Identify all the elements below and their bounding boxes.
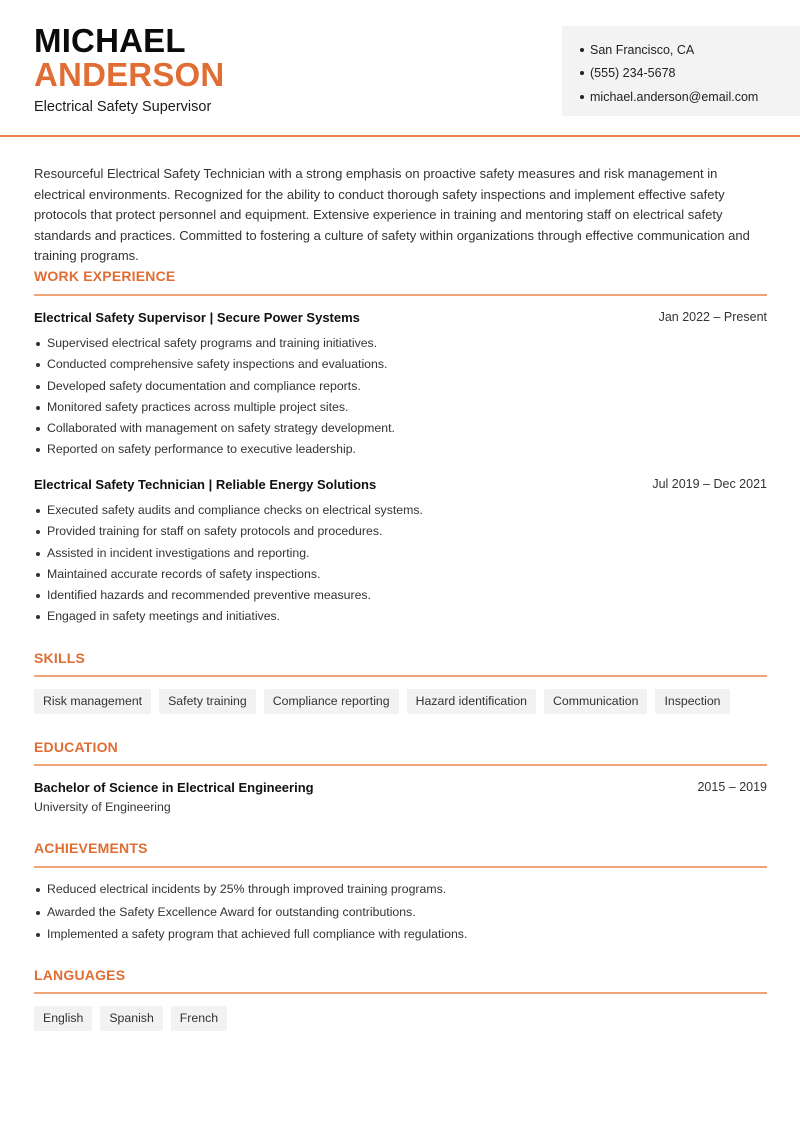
- contact-location-text: San Francisco, CA: [590, 42, 695, 57]
- section-divider: [34, 992, 767, 994]
- job-header: [34, 310, 767, 325]
- job-header: [34, 477, 767, 492]
- list-item: Reported on safety performance to executive leadership.: [34, 441, 767, 462]
- skills-tags: [34, 689, 730, 714]
- last-name: ANDERSON: [34, 56, 225, 93]
- achievements-heading: ACHIEVEMENTS: [34, 840, 148, 856]
- job-role: Electrical Safety Technician | Reliable Energy Solutions: [34, 477, 377, 492]
- list-item: Awarded the Safety Excellence Award for outstanding contributions.: [34, 904, 767, 927]
- skill-tag: Communication: [544, 689, 647, 714]
- achievement-bullets: [34, 881, 767, 949]
- language-tag: English: [34, 1006, 92, 1031]
- list-item: Identified hazards and recommended preventive measures.: [34, 587, 767, 608]
- section-divider: [34, 675, 767, 677]
- contact-box: [562, 26, 800, 116]
- bullet-icon: [580, 48, 584, 52]
- list-item: Implemented a safety program that achieved full compliance with regulations.: [34, 926, 767, 949]
- contact-email: [580, 85, 800, 109]
- language-tag: French: [171, 1006, 227, 1031]
- language-tag: Spanish: [100, 1006, 162, 1031]
- section-divider: [34, 764, 767, 766]
- list-item: Maintained accurate records of safety inspections.: [34, 566, 767, 587]
- list-item: Developed safety documentation and compliance reports.: [34, 378, 767, 399]
- list-item: Assisted in incident investigations and reporting.: [34, 545, 767, 566]
- languages-heading: LANGUAGES: [34, 967, 126, 983]
- education-header: [34, 780, 767, 795]
- education-dates: 2015 – 2019: [697, 780, 767, 794]
- job-role: Electrical Safety Supervisor | Secure Power Systems: [34, 310, 360, 325]
- skill-tag: Inspection: [655, 689, 729, 714]
- list-item: Supervised electrical safety programs and training initiatives.: [34, 335, 767, 356]
- job-dates: Jul 2019 – Dec 2021: [652, 477, 767, 491]
- degree: Bachelor of Science in Electrical Engineering: [34, 780, 314, 795]
- education-heading: EDUCATION: [34, 739, 118, 755]
- resume-header: [0, 0, 800, 137]
- first-name: MICHAEL: [34, 22, 186, 59]
- language-tags: [34, 1006, 227, 1031]
- contact-phone-text: (555) 234-5678: [590, 66, 676, 81]
- job-bullets: [34, 502, 767, 630]
- skill-tag: Risk management: [34, 689, 151, 714]
- list-item: Conducted comprehensive safety inspections and evaluations.: [34, 356, 767, 377]
- list-item: Engaged in safety meetings and initiatives.: [34, 608, 767, 629]
- job-title: Electrical Safety Supervisor: [34, 99, 212, 115]
- job-dates: Jan 2022 – Present: [658, 310, 767, 324]
- list-item: Collaborated with management on safety strategy development.: [34, 420, 767, 441]
- list-item: Reduced electrical incidents by 25% through improved training programs.: [34, 881, 767, 904]
- skills-heading: SKILLS: [34, 650, 85, 666]
- summary: Resourceful Electrical Safety Technician with a strong emphasis on proactive safety measures and risk management in electrical environments. Recognized for the ability to conduct thorough safety inspections and implement effective safety protocols that protect personnel and equipment. Extensive experience in training and mentoring staff on electrical safety standards and practices. Committed to fostering a culture of safety within organizations through effective communication and training programs.: [34, 166, 750, 264]
- contact-location: [580, 38, 800, 62]
- bullet-icon: [580, 95, 584, 99]
- contact-email-text: michael.anderson@email.com: [590, 89, 759, 104]
- school: University of Engineering: [34, 800, 171, 814]
- skill-tag: Safety training: [159, 689, 256, 714]
- list-item: Monitored safety practices across multiple project sites.: [34, 399, 767, 420]
- contact-phone: [580, 62, 800, 86]
- list-item: Provided training for staff on safety protocols and procedures.: [34, 523, 767, 544]
- job-bullets: [34, 335, 767, 463]
- section-divider: [34, 866, 767, 868]
- skill-tag: Hazard identification: [407, 689, 536, 714]
- section-divider: [34, 294, 767, 296]
- list-item: Executed safety audits and compliance checks on electrical systems.: [34, 502, 767, 523]
- skill-tag: Compliance reporting: [264, 689, 399, 714]
- work-experience-heading: WORK EXPERIENCE: [34, 268, 176, 284]
- bullet-icon: [580, 71, 584, 75]
